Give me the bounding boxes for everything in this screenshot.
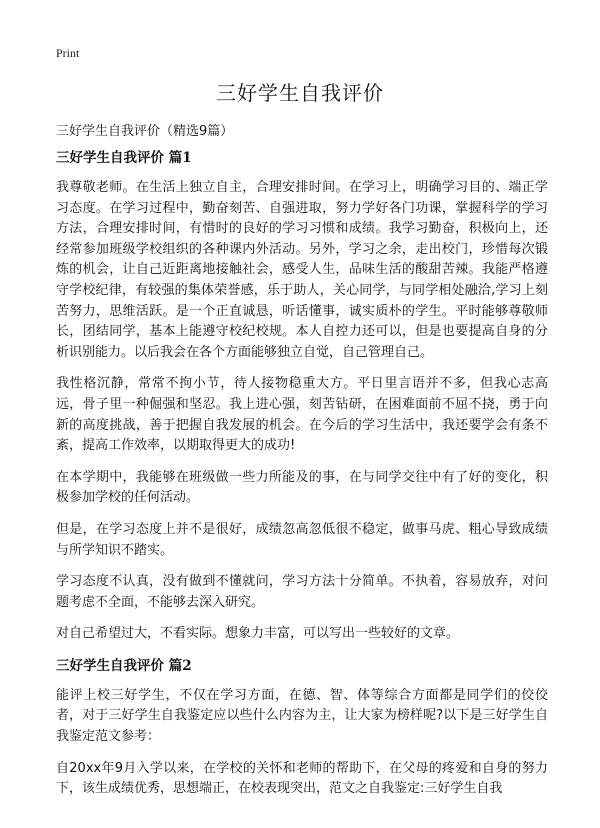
section-heading: 三好学生自我评价 篇1: [56, 150, 192, 166]
document-subtitle: 三好学生自我评价（精选9篇）: [56, 124, 234, 139]
paragraph: 我性格沉静，常常不拘小节，待人接物稳重大方。平日里言语并不多，但我心志高远，骨子里一种倔强和坚忍。我上进心强，刻苦钻研，在困难面前不屈不挠，勇于向新的高度挑战，善于把握自我发展的机会。在今后的学习生活中，我还要学会有条不紊，提高工作效率，以期取得更大的成功!: [56, 376, 548, 454]
print-label: Print: [56, 46, 80, 60]
paragraph: 学习态度不认真，没有做到不懂就问，学习方法十分简单。不执着，容易放弃，对问题考虑不全面，不能够去深入研究。: [56, 574, 548, 610]
paragraph: 但是，在学习态度上并不是很好，成绩忽高忽低很不稳定，做事马虎、粗心导致成绩与所学知识不踏实。: [56, 521, 548, 558]
paragraph: 对自己希望过大，不看实际。想象力丰富，可以写出一些较好的文章。: [56, 626, 460, 642]
section-1: [56, 148, 548, 645]
paragraph: 自20xx年9月入学以来，在学校的关怀和老师的帮助下，在父母的疼爱和自身的努力下，该生成绩优秀，思想端正，在校表现突出，范文之自我鉴定:三好学生自我: [56, 760, 548, 797]
document-content: [56, 148, 548, 811]
paragraph: 能评上校三好学生，不仅在学习方面，在德、智、体等综合方面都是同学们的佼佼者，对于三好学生自我鉴定应以些什么内容为主，让大家为榜样呢?以下是三好学生自我鉴定范文参考：: [56, 687, 548, 745]
document-title: 三好学生自我评价: [216, 81, 384, 105]
section-2: [56, 656, 548, 800]
section-heading: 三好学生自我评价 篇2: [56, 657, 192, 674]
paragraph: 我尊敬老师。在生活上独立自主，合理安排时间。在学习上，明确学习目的、端正学习态度。在学习过程中，勤奋刻苦、自强进取，努力学好各门功课，掌握科学的学习方法，合理安排时间，有惜时的良好的学习习惯和成绩。我学习勤奋，积极向上，还经常参加班级学校组织的各种课内外活动。另外，学习之余，走出校门，珍惜每次锻炼的机会，让自己近距离地接触社会，感受人生，品味生活的酸甜苦辣。我能严格遵守学校纪律，有较强的集体荣誉感，乐于助人，关心同学，与同学相处融洽,学习上刻苦努力，思维活跃。是一个正直诚恳，听话懂事，诚实质朴的学生。平时能够尊敬师长，团结同学，基本上能遵守校纪校规。本人自控力还可以，但是也要提高自身的分析识别能力。以后我会在各个方面能够独立自觉，自己管理自己。: [56, 180, 548, 360]
paragraph: 在本学期中，我能够在班级做一些力所能及的事，在与同学交往中有了好的变化，积极参加学校的任何活动。: [56, 469, 548, 506]
